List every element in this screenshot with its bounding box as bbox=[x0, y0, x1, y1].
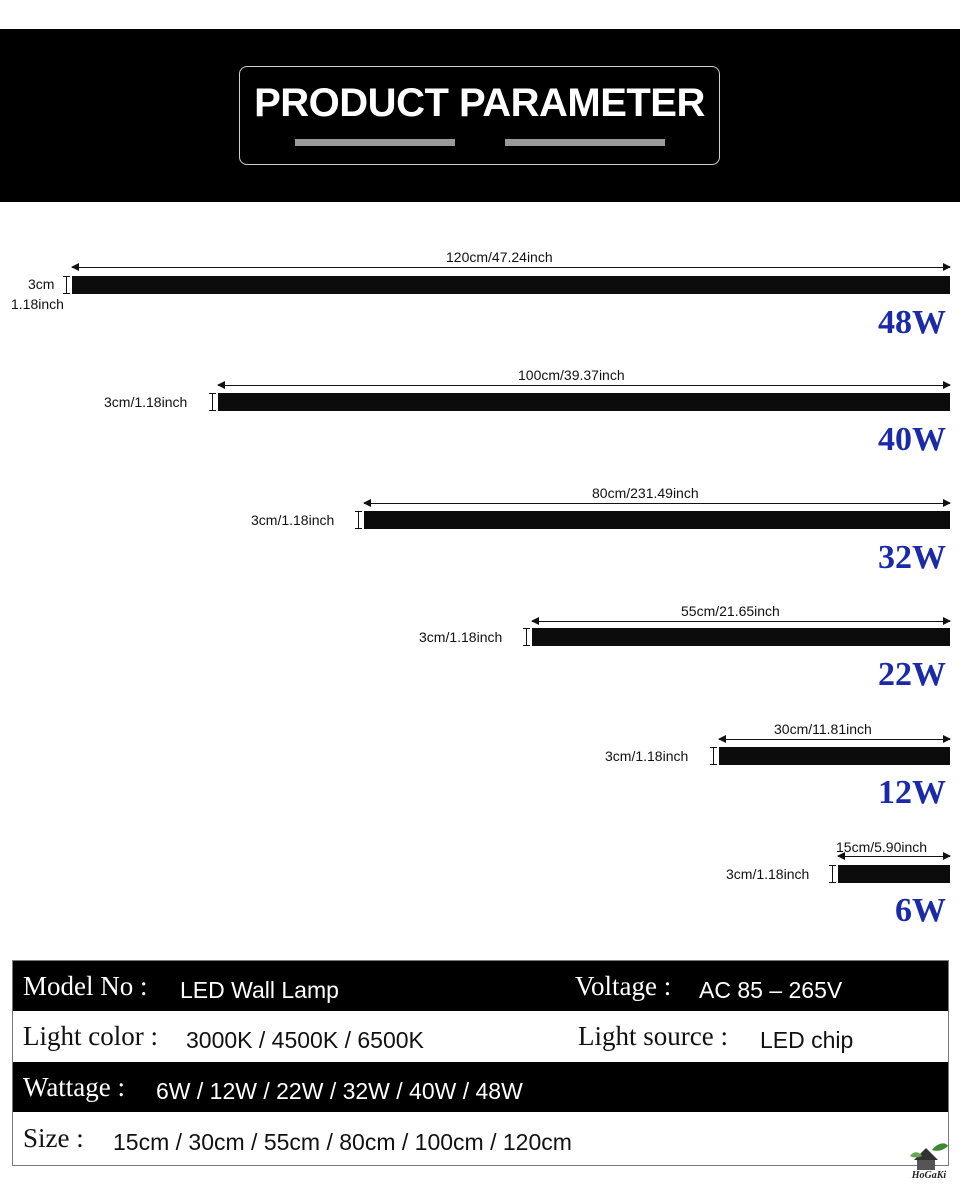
model-value: LED Wall Lamp bbox=[180, 977, 339, 1003]
lamp-bar bbox=[218, 393, 950, 411]
title-underline-right bbox=[505, 139, 665, 146]
wattage-label: 48W bbox=[878, 304, 946, 341]
length-dimension-arrow bbox=[532, 621, 950, 622]
height-dimension-mark bbox=[66, 276, 67, 294]
header-banner bbox=[0, 29, 960, 202]
wattage-spec-label: Wattage : bbox=[23, 1072, 126, 1102]
lamp-bar bbox=[364, 511, 950, 529]
height-label: 3cm/1.18inch bbox=[251, 512, 335, 528]
height-label: 3cm/1.18inch bbox=[104, 394, 188, 410]
spec-row-wattage bbox=[13, 1062, 948, 1112]
size-value: 15cm / 30cm / 55cm / 80cm / 100cm / 120cm bbox=[113, 1129, 572, 1155]
height-label: 3cm/1.18inch bbox=[726, 866, 810, 882]
height-dimension-mark bbox=[713, 747, 714, 765]
lamp-bar bbox=[532, 628, 950, 646]
length-label: 80cm/231.49inch bbox=[592, 485, 699, 501]
height-label: 3cm/1.18inch bbox=[605, 748, 689, 764]
height-dimension-mark bbox=[212, 393, 213, 411]
wattage-label: 6W bbox=[895, 892, 946, 929]
length-label: 100cm/39.37inch bbox=[518, 367, 625, 383]
light-color-value: 3000K / 4500K / 6500K bbox=[186, 1027, 424, 1053]
length-label: 55cm/21.65inch bbox=[681, 603, 780, 619]
length-dimension-arrow bbox=[719, 739, 950, 740]
length-label: 120cm/47.24inch bbox=[446, 249, 553, 265]
house-leaf-icon bbox=[902, 1138, 956, 1184]
length-dimension-arrow bbox=[72, 267, 950, 268]
length-label: 15cm/5.90inch bbox=[836, 839, 928, 855]
length-dimension-arrow bbox=[218, 385, 950, 386]
length-dimension-arrow bbox=[364, 503, 950, 504]
light-color-label: Light color : bbox=[23, 1021, 158, 1051]
height-dimension-mark bbox=[832, 865, 833, 883]
lamp-bar bbox=[72, 276, 950, 294]
spec-row-model-voltage bbox=[13, 961, 948, 1011]
wattage-label: 12W bbox=[878, 774, 946, 811]
wattage-label: 40W bbox=[878, 421, 946, 458]
height-label: 3cm/1.18inch bbox=[419, 629, 503, 645]
lamp-bar bbox=[838, 865, 950, 883]
light-source-value: LED chip bbox=[760, 1027, 854, 1053]
length-label: 30cm/11.81inch bbox=[774, 721, 872, 737]
wattage-label: 32W bbox=[878, 539, 946, 576]
voltage-value: AC 85 – 265V bbox=[699, 977, 843, 1003]
header-frame bbox=[239, 66, 720, 165]
wattage-label: 22W bbox=[878, 656, 946, 693]
lamp-bar bbox=[719, 747, 950, 765]
size-label: Size : bbox=[23, 1123, 84, 1153]
spec-row-color-source bbox=[13, 1011, 948, 1061]
page-title: PRODUCT PARAMETER bbox=[254, 81, 705, 125]
model-label: Model No : bbox=[23, 971, 148, 1001]
spec-row-size bbox=[13, 1113, 948, 1163]
brand-logo bbox=[902, 1138, 956, 1184]
height-dimension-mark bbox=[358, 511, 359, 529]
light-source-label: Light source : bbox=[578, 1021, 728, 1051]
wattage-spec-value: 6W / 12W / 22W / 32W / 40W / 48W bbox=[156, 1078, 523, 1104]
height-label-cm: 3cm bbox=[28, 276, 55, 292]
height-label-inch: 1.18inch bbox=[11, 296, 64, 312]
spec-table bbox=[12, 960, 949, 1166]
svg-text:HoGaKi: HoGaKi bbox=[911, 1170, 947, 1181]
voltage-label: Voltage : bbox=[575, 971, 672, 1001]
title-underline-left bbox=[295, 139, 455, 146]
length-dimension-arrow bbox=[838, 856, 950, 857]
height-dimension-mark bbox=[526, 628, 527, 646]
